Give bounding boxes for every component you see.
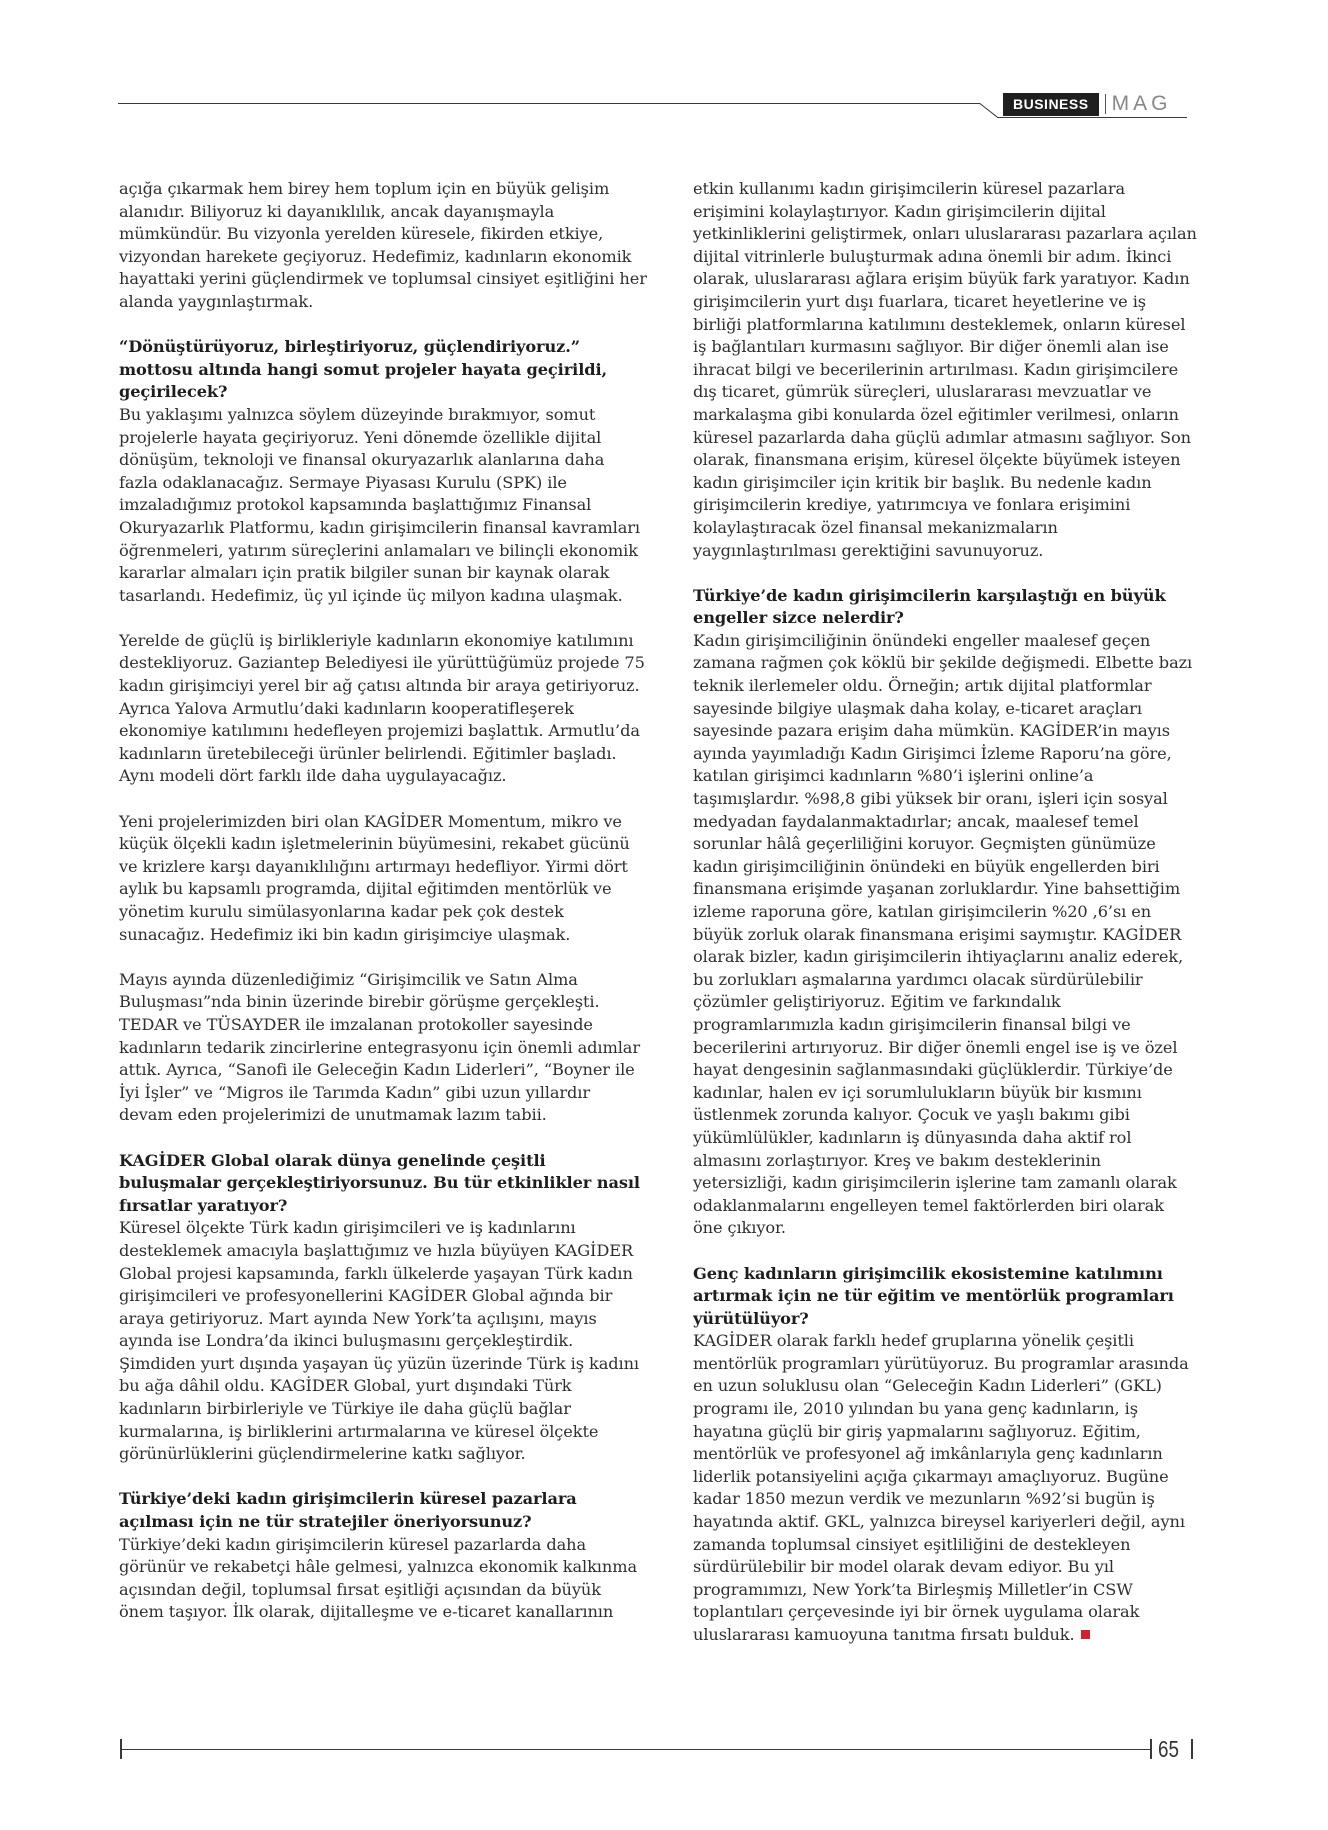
question-heading: “Dönüştürüyoruz, birleştiriyoruz, güçlendiriyoruz.” mottosu altında hangi somut projeler hayata geçirildi, geçirilecek?	[119, 337, 608, 402]
page-number: 65	[1158, 1736, 1179, 1762]
question-heading: Türkiye’de kadın girişimcilerin karşılaştığı en büyük engeller sizce nelerdir?	[693, 585, 1166, 628]
header-rule	[118, 103, 980, 104]
right-column	[693, 178, 1198, 1647]
brand-business-label: BUSINESS	[1003, 93, 1099, 116]
magazine-brand	[1003, 92, 1171, 116]
brand-mag-label: MAG	[1111, 92, 1172, 115]
footer-tick-end	[1191, 1739, 1193, 1759]
paragraph: Yerelde de güçlü iş birlikleriyle kadınların ekonomiye katılımını destekliyoruz. Gaziantep Belediyesi ile yürüttüğümüz projede 75 kadın girişimciyi yerel bir ağ çatısı altında bir araya getiriyoruz. Ayrıca Yalova Armutlu’daki kadınların kooperatifleşerek ekonomiye katılımını hedefleyen projemizi başlattık. Armutlu’da kadınların üretebileceği ürünler belirlendi. Eğitimler başladı. Aynı modeli dört farklı ilde daha uygulayacağız.	[119, 630, 645, 786]
paragraph: Yeni projelerimizden biri olan KAGİDER Momentum, mikro ve küçük ölçekli kadın işletmelerinin büyümesini, rekabet gücünü ve krizlere karşı dayanıklılığını artırmayı hedefliyor. Yirmi dört aylık bu kapsamlı programda, dijital eğitimden mentörlük ve yönetim kurulu simülasyonlarına kadar pek çok destek sunacağız. Hedefimiz iki bin kadın girişimciye ulaşmak.	[119, 811, 630, 944]
header-rule-lower	[997, 117, 1187, 118]
paragraph: Bu yaklaşımı yalnızca söylem düzeyinde bırakmıyor, somut projelerle hayata geçiriyoruz. Yeni dönemde özellikle dijital dönüşüm, teknoloji ve finansal okuryazarlık alanlarına daha fazla odaklanacağız. Sermaye Piyasası Kurulu (SPK) ile imzaladığımız protokol kapsamında başlattığımız Finansal Okuryazarlık Platformu, kadın girişimcilerin finansal kavramları öğrenmeleri, yatırım süreçlerini anlamaları ve bilinçli ekonomik kararlar almaları için pratik bilgiler sunan bir kaynak olarak tasarlandı. Hedefimiz, üç yıl içinde üç milyon kadına ulaşmak.	[119, 404, 641, 605]
brand-separator	[1105, 94, 1106, 114]
paragraph-text: KAGİDER olarak farklı hedef gruplarına yönelik çeşitli mentörlük programları yürütüyoruz. Bu programlar arasında en uzun soluklusu olan “Geleceğin Kadın Liderleri” (GKL) programı ile, 2010 yılından bu yana genç kadınların, iş hayatına güçlü bir giriş yapmalarını sağlıyoruz. Eğitim, mentörlük ve profesyonel ağ imkânlarıyla genç kadınların liderlik potansiyelini açığa çıkarmayı amaçlıyoruz. Bugüne kadar 1850 mezun verdik ve mezunların %92’si bugün iş hayatında aktif. GKL, yalnızca bireysel kariyerleri değil, aynı zamanda toplumsal cinsiyet eşitliliğini de destekleyen sürdürülebilir bir model olarak devam ediyor. Bu yıl programımızı, New York’ta Birleşmiş Milletler’in CSW toplantıları çerçevesinde iyi bir örnek uygulama olarak uluslararası kamuoyuna tanıtma fırsatı bulduk.	[693, 1331, 1189, 1644]
question-heading: KAGİDER Global olarak dünya genelinde çeşitli buluşmalar gerçekleştiriyorsunuz. Bu tür etkinlikler nasıl fırsatlar yaratıyor?	[119, 1150, 640, 1215]
paragraph: etkin kullanımı kadın girişimcilerin küresel pazarlara erişimini kolaylaştırıyor. Kadın girişimcilerin dijital yetkinliklerini geliştirmek, onları uluslararası pazarlara açılan dijital vitrinlerle buluşturmak adına önemli bir adım. İkinci olarak, uluslararası ağlara erişim büyük fark yaratıyor. Kadın girişimcilerin yurt dışı fuarlara, ticaret heyetlerine ve iş birliği platformlarına katılımını desteklemek, onların küresel iş bağlantıları kurmasını sağlıyor. Bir diğer önemli alan ise ihracat bilgi ve becerilerinin artırılması. Kadın girişimcilere dış ticaret, gümrük süreçleri, uluslararası mevzuatlar ve markalaşma gibi konularda özel eğitimler verilmesi, onların küresel pazarlarda daha güçlü adımlar atmasını sağlıyor. Son olarak, finansmana erişim, küresel ölçekte büyümek isteyen kadın girişimciler için kritik bir başlık. Bu nedenle kadın girişimcilerin krediye, yatırımcıya ve fonlara erişimini kolaylaştıracak özel finansal mekanizmaların yaygınlaştırılması gerektiğini savunuyoruz.	[693, 179, 1197, 560]
header-rule-slant	[979, 103, 997, 117]
footer-tick-left	[120, 1739, 122, 1759]
paragraph: Kadın girişimciliğinin önündeki engeller maalesef geçen zamana rağmen çok köklü bir şekilde değişmedi. Elbette bazı teknik ilerlemeler oldu. Örneğin; artık dijital platformlar sayesinde bilgiye ulaşmak daha kolay, e-ticaret araçları sayesinde pazara erişim daha mümkün. KAGİDER’in mayıs ayında yayımladığı Kadın Girişimci İzleme Raporu’na göre, katılan girişimci kadınların %80’i işlerini online’a taşımışlardır. %98,8 gibi yüksek bir oranı, işleri için sosyal medyadan faydalanmaktadırlar; ancak, maalesef temel sorunlar hâlâ geçerliliğini koruyor. Geçmişten günümüze kadın girişimciliğinin önündeki en büyük engellerden biri finansmana erişimde yaşanan zorluklardır. Yine bahsettiğim izleme raporuna göre, katılan girişimcilerin %20 ,6’sı en büyük zorluk olarak finansmana erişimi saymıştır. KAGİDER olarak bizler, kadın girişimcilerin ihtiyaçlarını analiz ederek, bu zorlukları aşmalarına yardımcı olacak sürdürülebilir çözümler geliştiriyoruz. Eğitim ve farkındalık programlarımızla kadın girişimcilerin finansal bilgi ve becerilerini artırıyoruz. Bir diğer önemli engel ise iş ve özel hayat dengesinin sağlanmasındaki güçlüklerdir. Türkiye’de kadınlar, halen ev içi sorumlulukların büyük bir kısmını üstlenmek zorunda kalıyor. Çocuk ve yaşlı bakımı gibi yükümlülükler, kadınların iş dünyasında daha aktif rol almasını zorlaştırıyor. Kreş ve bakım desteklerinin yetersizliği, kadın girişimcilerin işlerine tam zamanlı olarak odaklanmalarını engelleyen temel faktörlerden biri olarak öne çıkıyor.	[693, 630, 1193, 1238]
paragraph-final	[693, 1330, 1198, 1646]
paragraph: Küresel ölçekte Türk kadın girişimcileri ve iş kadınlarını desteklemek amacıyla başlattığımız ve hızla büyüyen KAGİDER Global projesi kapsamında, farklı ülkelerde yaşayan Türk kadın girişimcileri ve profesyonellerini KAGİDER Global ağında bir araya getiriyoruz. Mart ayında New York’ta açılışını, mayıs ayında ise Londra’da ikinci buluşmasını gerçekleştirdik. Şimdiden yurt dışında yaşayan üç yüzün üzerinde Türk iş kadını bu ağa dâhil oldu. KAGİDER Global, yurt dışındaki Türk kadınların birbirleriyle ve Türkiye ile daha güçlü bağlar kurmalarına, iş birliklerini artırmalarına ve küresel ölçekte görünürlüklerini güçlendirmelerine katkı sağlıyor.	[119, 1218, 639, 1464]
paragraph: Türkiye’deki kadın girişimcilerin küresel pazarlarda daha görünür ve rekabetçi hâle gelmesi, yalnızca ekonomik kalkınma açısından değil, toplumsal fırsat eşitliği açısından da büyük önem taşıyor. İlk olarak, dijitalleşme ve e-ticaret kanallarının	[119, 1534, 637, 1622]
left-column	[119, 178, 647, 1624]
question-heading: Genç kadınların girişimcilik ekosistemine katılımını artırmak için ne tür eğitim ve mentörlük programları yürütülüyor?	[693, 1263, 1174, 1328]
paragraph: Mayıs ayında düzenlediğimiz “Girişimcilik ve Satın Alma Buluşması”nda binin üzerinde birebir görüşme gerçekleşti. TEDAR ve TÜSAYDER ile imzalanan protokoller sayesinde kadınların tedarik zincirlerine entegrasyonu için önemli adımlar attık. Ayrıca, “Sanofi ile Geleceğin Kadın Liderleri”, “Boyner ile İyi İşler” ve “Migros ile Tarımda Kadın” gibi uzun yıllardır devam eden projelerimizi de unutmamak lazım tabii.	[119, 969, 640, 1125]
paragraph: açığa çıkarmak hem birey hem toplum için en büyük gelişim alanıdır. Biliyoruz ki dayanıklılık, ancak dayanışmayla mümkündür. Bu vizyonla yerelden küresele, fikirden etkiye, vizyondan harekete geçiyoruz. Hedefimiz, kadınların ekonomik hayattaki yerini güçlendirmek ve toplumsal cinsiyet eşitliğini her alanda yaygınlaştırmak.	[119, 179, 647, 311]
footer-tick-right	[1150, 1739, 1152, 1759]
question-heading: Türkiye’deki kadın girişimcilerin küresel pazarlara açılması için ne tür stratejiler öneriyorsunuz?	[119, 1489, 577, 1532]
footer-rule	[120, 1749, 1152, 1750]
end-of-article-mark	[1081, 1630, 1090, 1639]
